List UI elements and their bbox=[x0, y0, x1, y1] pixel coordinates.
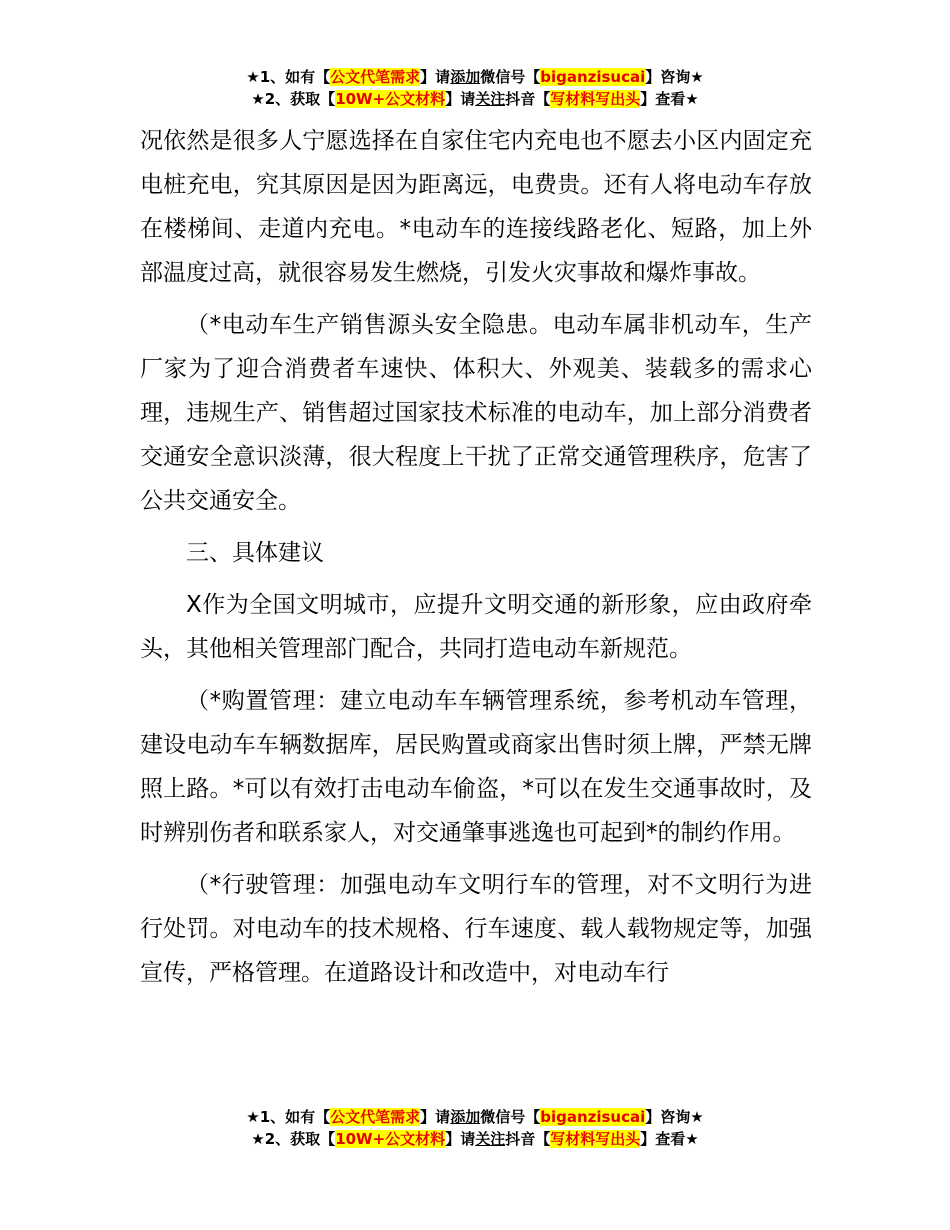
paragraph: （*购置管理：建立电动车车辆管理系统，参考机动车管理，建设电动车车辆数据库，居民购置或商家出售时须上牌，严禁无牌照上路。*可以有效打击电动车偷盗，*可以在发生交通事故时，及时辨别伤者和联系家人，对交通肇事逃逸也可起到*的制约作用。 bbox=[140, 688, 812, 846]
paragraph: 况依然是很多人宁愿选择在自家住宅内充电也不愿去小区内固定充电桩充电，究其原因是因为距离远，电费贵。还有人将电动车存放在楼梯间、走道内充电。*电动车的连接线路老化、短路，加上外部温度过高，就很容易发生燃烧，引发火灾事故和爆炸事故。 bbox=[140, 128, 812, 286]
paragraph: X作为全国文明城市，应提升文明交通的新形象，应由政府牵头，其他相关管理部门配合，共同打造电动车新规范。 bbox=[140, 592, 812, 662]
banner-line-1: ★1、如有【公文代笔需求】请添加微信号【biganzisucai】咨询★ bbox=[246, 68, 704, 86]
banner-highlight: 写材料写出头 bbox=[550, 1130, 641, 1148]
paragraph: （*电动车生产销售源头安全隐患。电动车属非机动车，生产厂家为了迎合消费者车速快、体积大、外观美、装载多的需求心理，违规生产、销售超过国家技术标准的电动车，加上部分消费者交通安全意识淡薄，很大程度上干扰了正常交通管理秩序，危害了公共交通安全。 bbox=[140, 312, 812, 514]
banner-highlight: biganzisucai bbox=[540, 68, 646, 86]
paragraph: （*行驶管理：加强电动车文明行车的管理，对不文明行为进行处罚。对电动车的技术规格、行车速度、载人载物规定等，加强宣传，严格管理。在道路设计和改造中，对电动车行 bbox=[140, 872, 812, 986]
banner-highlight: 公文代笔需求 bbox=[330, 1108, 421, 1126]
banner-highlight: 10W+公文材料 bbox=[335, 90, 446, 108]
section-heading: 三、具体建议 bbox=[186, 540, 324, 566]
banner-line-1: ★1、如有【公文代笔需求】请添加微信号【biganzisucai】咨询★ bbox=[246, 1108, 704, 1126]
banner-highlight: 10W+公文材料 bbox=[335, 1130, 446, 1148]
footer-banner bbox=[0, 1106, 950, 1150]
document-body bbox=[140, 119, 812, 1003]
banner-highlight: 公文代笔需求 bbox=[330, 68, 421, 86]
banner-highlight: 写材料写出头 bbox=[550, 90, 641, 108]
banner-line-2: ★2、获取【10W+公文材料】请关注抖音【写材料写出头】查看★ bbox=[251, 1130, 699, 1148]
banner-highlight: biganzisucai bbox=[540, 1108, 646, 1126]
banner-line-2: ★2、获取【10W+公文材料】请关注抖音【写材料写出头】查看★ bbox=[251, 90, 699, 108]
header-banner bbox=[0, 66, 950, 110]
